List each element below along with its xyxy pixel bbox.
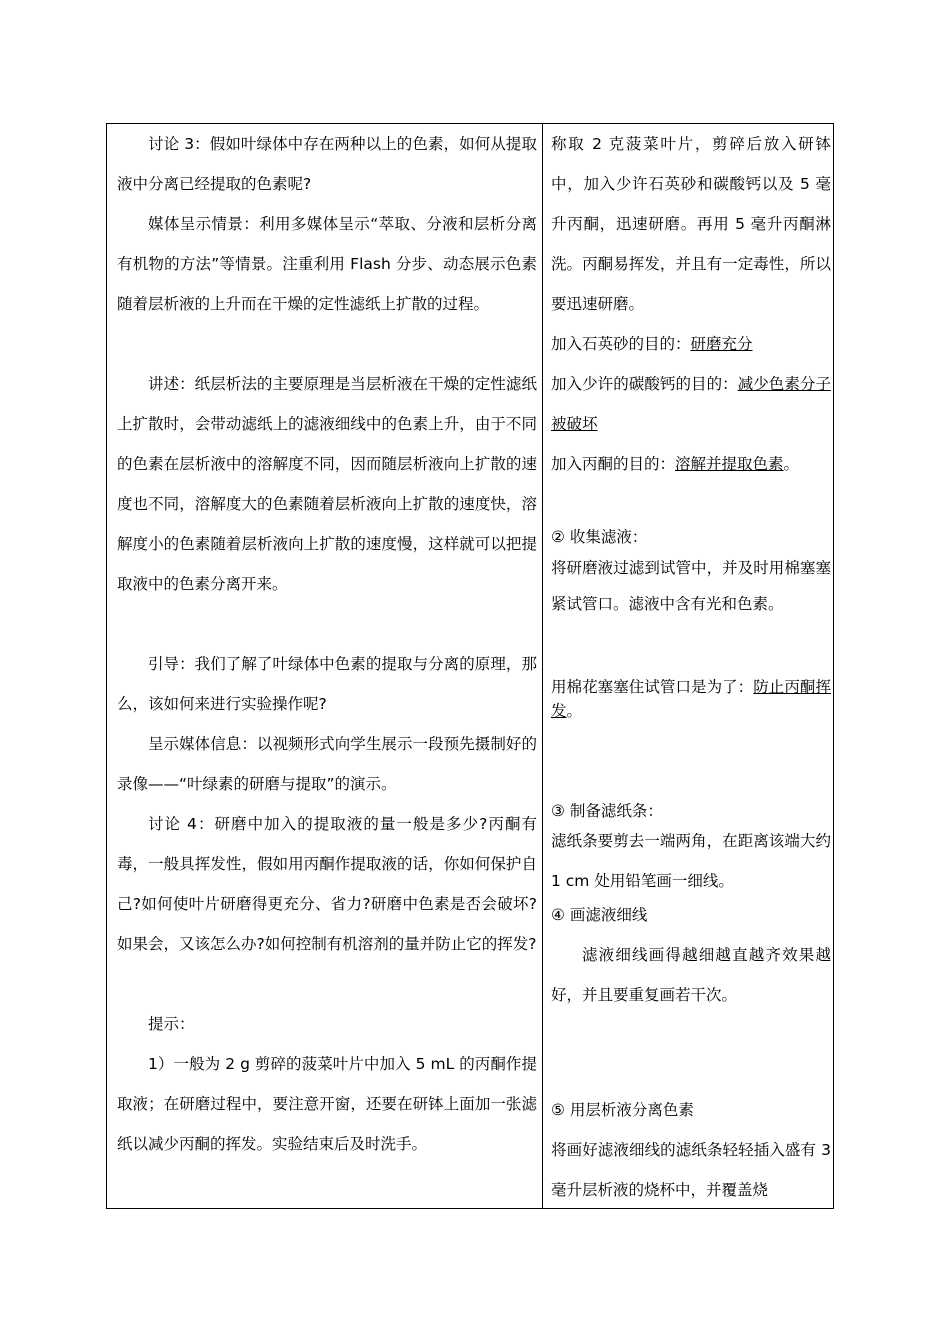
lecture-paragraph: 讲述：纸层析法的主要原理是当层析液在干燥的定性滤纸上扩散时，会带动滤纸上的滤液细线中的色素上升，由于不同的色素在层析液中的溶解度不同，因而随层析液向上扩散的速度也不同，溶解度大的色素随着层析液向上扩散的速度快，溶解度小的色素随着层析液向上扩散的速度慢，这样就可以把提取液中的色素分离开来。 bbox=[117, 375, 537, 593]
quartz-answer: 研磨充分 bbox=[690, 335, 753, 353]
step-4-text: 滤液细线画得越细越直越齐效果越好，并且要重复画若干次。 bbox=[551, 946, 831, 1004]
step-3-title: ③ 制备滤纸条： bbox=[551, 802, 663, 820]
guidance-paragraph: 引导：我们了解了叶绿体中色素的提取与分离的原理，那么，该如何来进行实验操作呢? bbox=[117, 655, 537, 713]
acetone-answer: 溶解并提取色素 bbox=[675, 455, 784, 473]
step-1-text: 称取 2 克菠菜叶片，剪碎后放入研钵中，加入少许石英砂和碳酸钙以及 5 毫升丙酮，迅速研磨。再用 5 毫升丙酮淋洗。丙酮易挥发，并且有一定毒性，所以要迅速研磨。 bbox=[551, 135, 831, 313]
media-scenario: 媒体呈示情景：利用多媒体呈示“萃取、分液和层析分离有机物的方法”等情景。注重利用 Flash 分步、动态展示色素随着层析液的上升而在干燥的定性滤纸上扩散的过程。 bbox=[117, 215, 537, 313]
carbonate-answer: 减少色素分子被破坏 bbox=[551, 375, 831, 433]
acetone-purpose: 加入丙酮的目的：溶解并提取色素。 bbox=[551, 455, 800, 473]
lesson-table bbox=[106, 123, 834, 1209]
column-divider bbox=[542, 124, 543, 1208]
quartz-purpose: 加入石英砂的目的：研磨充分 bbox=[551, 335, 753, 353]
step-5-text: 将画好滤液细线的滤纸条轻轻插入盛有 3 毫升层析液的烧杯中，并覆盖烧 bbox=[551, 1141, 831, 1199]
hint-1: 1）一般为 2 g 剪碎的菠菜叶片中加入 5 mL 的丙酮作提取液；在研磨过程中，要注意开窗，还要在研钵上面加一张滤纸以减少丙酮的挥发。实验结束后及时洗手。 bbox=[117, 1055, 537, 1153]
step-3-text: 滤纸条要剪去一端两角，在距离该端大约 1 cm 处用铅笔画一细线。 bbox=[551, 832, 831, 890]
step-2-text: 将研磨液过滤到试管中，并及时用棉塞塞紧试管口。滤液中含有光和色素。 bbox=[551, 559, 831, 613]
carbonate-purpose: 加入少许的碳酸钙的目的：减少色素分子被破坏 bbox=[551, 375, 831, 433]
step-4-title: ④ 画滤液细线 bbox=[551, 906, 648, 924]
cotton-plug-answer: 防止丙酮挥发 bbox=[551, 678, 831, 720]
step-5-title: ⑤ 用层析液分离色素 bbox=[551, 1101, 694, 1119]
teacher-activity-column bbox=[117, 124, 537, 1208]
discussion-3: 讨论 3：假如叶绿体中存在两种以上的色素，如何从提取液中分离已经提取的色素呢? bbox=[117, 135, 537, 193]
discussion-4: 讨论 4：研磨中加入的提取液的量一般是多少?丙酮有毒，一般具挥发性，假如用丙酮作提取液的话，你如何保护自己?如何使叶片研磨得更充分、省力?研磨中色素是否会破坏?如果会，又该怎么办?如何控制有机溶剂的量并防止它的挥发? bbox=[117, 815, 537, 953]
cotton-plug-purpose: 用棉花塞塞住试管口是为了：防止丙酮挥发。 bbox=[551, 678, 831, 720]
hint-label: 提示： bbox=[148, 1015, 195, 1033]
media-info: 呈示媒体信息：以视频形式向学生展示一段预先摄制好的录像——“叶绿素的研磨与提取”的演示。 bbox=[117, 735, 537, 793]
student-activity-column bbox=[551, 124, 831, 1208]
step-2-title: ② 收集滤液： bbox=[551, 528, 648, 546]
